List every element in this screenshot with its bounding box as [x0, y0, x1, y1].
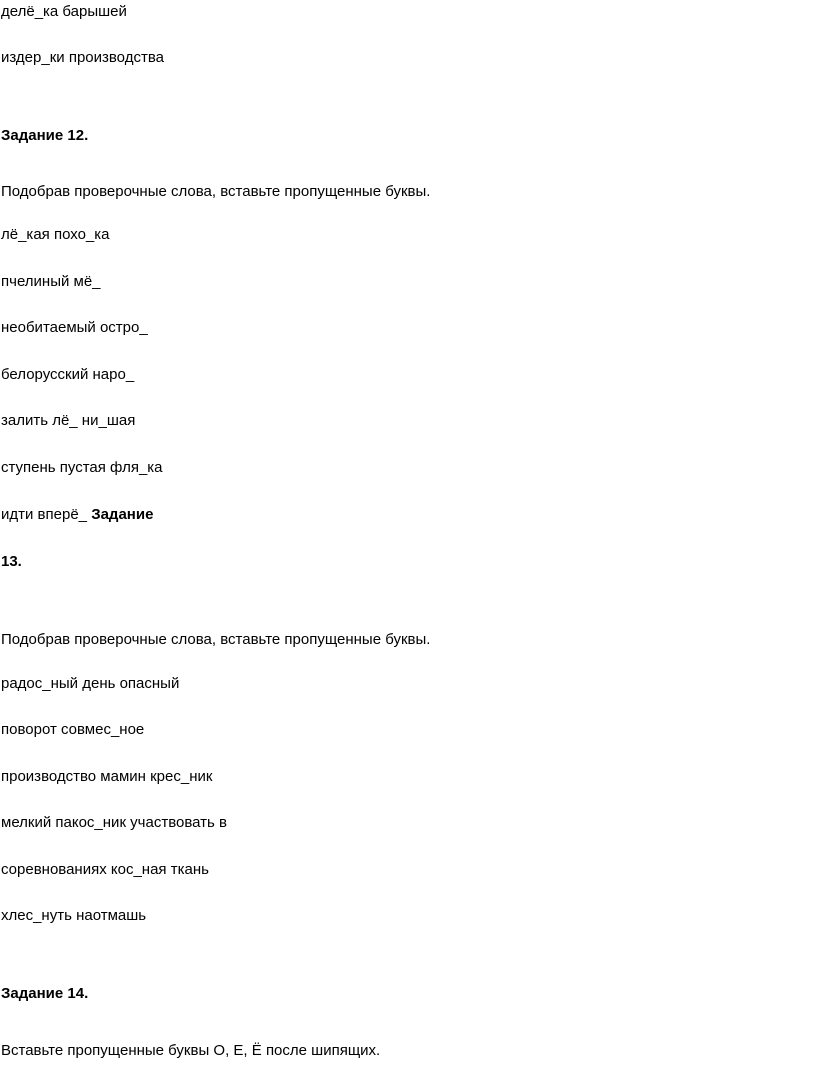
- exercise-line: залить лё_ ни_шая: [1, 412, 136, 429]
- task-13-heading-part: Задание: [91, 506, 154, 523]
- exercise-line: производство мамин крес_ник: [1, 768, 213, 785]
- exercise-line: поворот совмес_ное: [1, 721, 145, 738]
- exercise-line: ступень пустая фля_ка: [1, 459, 163, 476]
- task-14-instruction: Вставьте пропущенные буквы О, Е, Ё после шипящих.: [1, 1042, 381, 1059]
- task-12-instruction: Подобрав проверочные слова, вставьте пропущенные буквы.: [1, 183, 431, 200]
- exercise-line: хлес_нуть наотмашь: [1, 907, 147, 924]
- exercise-line: [1, 506, 153, 524]
- exercise-line: соревнованиях кос_ная ткань: [1, 861, 209, 878]
- exercise-line: белорусский наро_: [1, 366, 135, 383]
- task-12-heading: Задание 12.: [1, 127, 89, 144]
- exercise-text: идти вперё_: [1, 506, 92, 523]
- task-13-instruction: Подобрав проверочные слова, вставьте пропущенные буквы.: [1, 631, 431, 648]
- exercise-line: мелкий пакос_ник участвовать в: [1, 814, 227, 831]
- exercise-line: пчелиный мё_: [1, 273, 101, 290]
- task-14-heading: Задание 14.: [1, 985, 89, 1002]
- exercise-line: делё_ка барышей: [1, 3, 127, 20]
- exercise-line: лё_кая похо_ка: [1, 226, 110, 243]
- exercise-line: издер_ки производства: [1, 49, 164, 66]
- exercise-line: радос_ный день опасный: [1, 675, 180, 692]
- exercise-line: необитаемый остро_: [1, 319, 148, 336]
- task-13-heading-number: 13.: [1, 553, 22, 570]
